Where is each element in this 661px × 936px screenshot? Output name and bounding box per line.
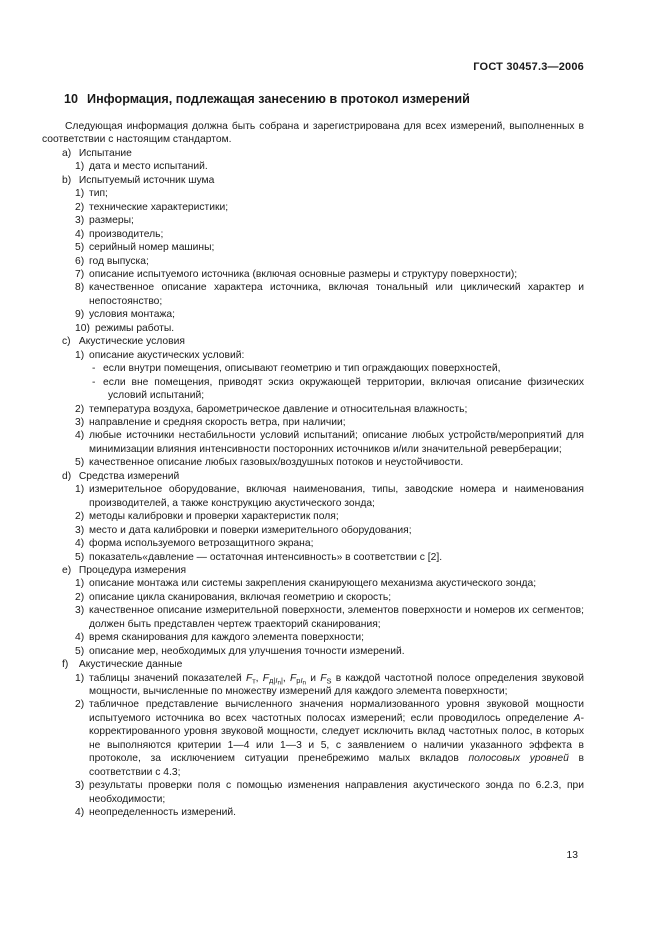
list-item-label: 5) [75, 457, 85, 469]
list-item-label: 3) [75, 215, 85, 227]
list-section-label: a) [62, 147, 72, 159]
list-item-text: тип; [89, 188, 108, 200]
list-subitem-text: если внутри помещения, описывают геометрию и тип ограждающих поверхностей, [103, 363, 501, 375]
list-item [42, 510, 584, 523]
list-item-text: показатель«давление — остаточная интенсивность» в соответствии с [2]. [89, 551, 443, 563]
list-item-label: 1) [75, 188, 85, 200]
list-item-text: неопределенность измерений. [89, 807, 237, 819]
list-item-label: 6) [75, 255, 85, 267]
list-item [42, 524, 584, 537]
list-item [42, 349, 584, 362]
list-item [42, 591, 584, 604]
list-item [42, 241, 584, 254]
list-item-label: 4) [75, 632, 85, 644]
list-item-text: форма используемого ветрозащитного экрана; [89, 538, 314, 550]
list-section-title: Процедура измерения [78, 564, 187, 576]
list-item-label: 3) [75, 416, 85, 428]
list-item [42, 537, 584, 550]
list-item-label: 2) [75, 511, 85, 523]
section-number: 10 [64, 92, 79, 106]
list-item-label: 1) [75, 672, 85, 684]
list-item-text: описание монтажа или системы закрепления сканирующего механизма акустического зонда; [89, 578, 537, 590]
list-section-label: b) [62, 174, 72, 186]
list-item [42, 698, 584, 779]
list-section-heading [42, 335, 584, 348]
list-item-text: производитель; [89, 228, 164, 240]
list-item [42, 604, 584, 631]
list-section-heading [42, 658, 584, 671]
list-item [42, 551, 584, 564]
list-item-label: 8) [75, 282, 85, 294]
list-section-title: Акустические условия [78, 336, 185, 348]
list-section-label: f) [62, 659, 69, 671]
list-item-label: 4) [75, 807, 85, 819]
list-item-text: измерительное оборудование, включая наименования, типы, заводские номера и наименования производителей, а также конструкцию акустического зонда; [89, 484, 584, 509]
list-section-items [42, 672, 584, 820]
list-section-items [42, 349, 584, 470]
list-item [42, 160, 584, 173]
list-item-label: 1) [75, 484, 85, 496]
list-item-text: время сканирования для каждого элемента поверхности; [89, 632, 365, 644]
list-item-text: описание мер, необходимых для улучшения точности измерений. [89, 645, 405, 657]
list-subitem: - если вне помещения, приводят эскиз окружающей территории, включая описание физических условий испытаний; [92, 376, 584, 402]
list-item-text: описание цикла сканирования, включая геометрию и скорость; [89, 591, 392, 603]
page-number: 13 [566, 850, 578, 861]
running-header-standard-number: ГОСТ 30457.3—2006 [473, 61, 584, 73]
list-section [42, 174, 584, 335]
list-section [42, 335, 584, 470]
list-item [42, 429, 584, 456]
list-section-items [42, 483, 584, 564]
list-item-label: 1) [75, 161, 85, 173]
list-item [42, 201, 584, 214]
section-title [42, 91, 584, 107]
list-item-text: любые источники нестабильности условий испытаний; описание любых устройств/мероприятий для минимизации влияния интенсивности посторонних источников и/или значительной реверберации; [89, 430, 584, 455]
list-section-heading [42, 147, 584, 160]
list-item [42, 214, 584, 227]
list-section-label: d) [62, 470, 72, 482]
list-section [42, 470, 584, 564]
list-item-text: серийный номер машины; [89, 242, 215, 254]
list-item-label: 2) [75, 699, 85, 711]
list-item-label: 4) [75, 228, 85, 240]
list-item-text: таблицы значений показателей $F_т$, $F_{д|I_n|}$, $F_{pI_n}$ и $F_S$ в каждой частотной полосе определения звуковой мощности, вычисленные по множеству измерений для каждого элемента поверхности; [89, 672, 584, 698]
list-subitem: - если внутри помещения, описывают геометрию и тип ограждающих поверхностей, [92, 363, 501, 375]
list-item [42, 779, 584, 806]
list-item-text: результаты проверки поля с помощью изменения направления акустического зонда по 6.2.3, при необходимости; [89, 780, 584, 805]
list-item-label: 3) [75, 605, 85, 617]
list-item [42, 416, 584, 429]
list-section-label: c) [62, 336, 71, 348]
list-item-label: 1) [75, 578, 85, 590]
list-item [42, 456, 584, 469]
list-section-heading [42, 174, 584, 187]
list-section-title: Испытание [78, 147, 132, 159]
list-section-items [42, 160, 584, 173]
list-item-label: 5) [75, 645, 85, 657]
list-section [42, 564, 584, 658]
intro-paragraph: Следующая информация должна быть собрана и зарегистрирована для всех измерений, выполненных в соответствии с настоящим стандартом. [42, 121, 584, 146]
list-item-text: качественное описание измерительной поверхности, элементов поверхности и номеров их сегментов; должен быть представлен чертеж траекторий сканирования; [89, 605, 584, 630]
section-title-text: Информация, подлежащая занесению в протокол измерений [87, 92, 470, 106]
list-item [42, 672, 584, 699]
list-item [42, 577, 584, 590]
list-item [42, 281, 584, 308]
list-item-label: 2) [75, 403, 85, 415]
list-item-label: 7) [75, 268, 85, 280]
list-item-text: качественное описание характера источника, включая тональный или циклический характер и непостоянство; [89, 282, 584, 307]
list-item-label: 2) [75, 591, 85, 603]
list-section-title: Средства измерений [78, 470, 180, 482]
list-item-label: 9) [75, 309, 85, 321]
list-item [42, 645, 584, 658]
list-section-heading [42, 564, 584, 577]
list-item-label: 2) [75, 201, 85, 213]
list-item-text: направление и средняя скорость ветра, при наличии; [89, 416, 346, 428]
list-item-text: описание испытуемого источника (включая основные размеры и структуру поверхности); [89, 268, 518, 280]
list-item [42, 806, 584, 819]
list-item-text: режимы работы. [95, 322, 175, 334]
list-item [42, 187, 584, 200]
list-item-text: качественное описание любых газовых/воздушных потоков и неустойчивости. [89, 457, 464, 469]
list-item-text: условия монтажа; [89, 309, 175, 321]
list-item [42, 308, 584, 321]
list-section-title: Акустические данные [78, 659, 183, 671]
list-item-label: 1) [75, 349, 85, 361]
list-item [42, 322, 584, 335]
list-item-text: место и дата калибровки и поверки измерительного оборудования; [89, 524, 412, 536]
page-content [42, 91, 584, 820]
list-section-label: e) [62, 564, 72, 576]
list-section-title: Испытуемый источник шума [78, 174, 215, 186]
list-item-text: температура воздуха, барометрическое давление и относительная влажность; [89, 403, 468, 415]
list-item-text: методы калибровки и проверки характеристик поля; [89, 511, 339, 523]
list-item-text: описание акустических условий: [89, 349, 245, 361]
list-section-items [42, 187, 584, 335]
list-section-items [42, 577, 584, 658]
list-item [42, 228, 584, 241]
requirements-list [42, 147, 584, 820]
list-item [42, 403, 584, 416]
list-item-label: 5) [75, 242, 85, 254]
list-item-text: табличное представление вычисленного значения нормализованного уровня звуковой мощности испытуемого источника во всех частотных полосах измерений; если проводилось определение А-корректированного уровня звуковой мощности, следует исключить вклад частотных полос, в которых не выполняются критерии 1—4 или 1—3 и 5, с заявлением о наличии указанного эффекта в протоколе, за исключением ситуации пренебрежимо малых вкладов полосовых уровней в соответствии с 4.3; [89, 699, 584, 778]
list-item [42, 268, 584, 281]
list-item-label: 3) [75, 524, 85, 536]
list-item-label: 5) [75, 551, 85, 563]
list-item-text: год выпуска; [89, 255, 149, 267]
list-item-label: 3) [75, 780, 85, 792]
list-subitem-text: если вне помещения, приводят эскиз окружающей территории, включая описание физических условий испытаний; [103, 376, 584, 402]
list-item [42, 631, 584, 644]
list-section-heading [42, 470, 584, 483]
list-item [42, 483, 584, 510]
list-item-label: 10) [75, 322, 90, 334]
list-item-text: дата и место испытаний. [89, 161, 208, 173]
list-item-label: 4) [75, 538, 85, 550]
list-section [42, 147, 584, 174]
list-item-text: технические характеристики; [89, 201, 229, 213]
list-item-text: размеры; [89, 215, 134, 227]
list-item [42, 255, 584, 268]
list-section [42, 658, 584, 819]
list-item-label: 4) [75, 430, 85, 442]
